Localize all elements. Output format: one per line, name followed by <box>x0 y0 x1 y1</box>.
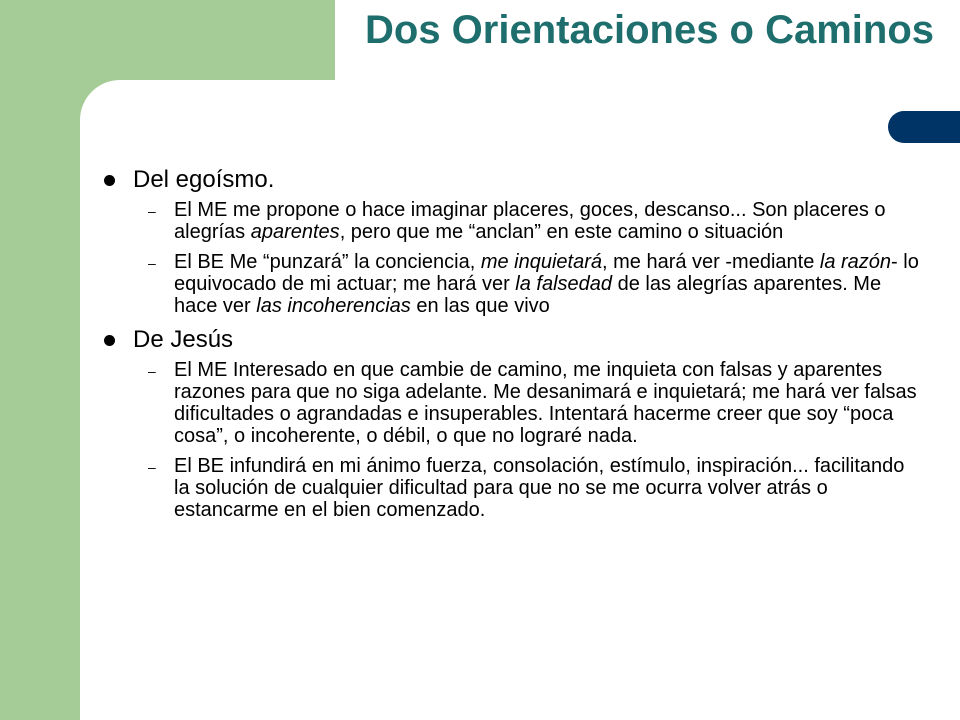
sub-item-text <box>174 251 919 317</box>
sub-item-text <box>174 455 904 521</box>
sub-item-text <box>174 199 886 243</box>
section-heading-text: Del egoísmo. <box>133 166 275 193</box>
emphasis-text: la razón <box>819 251 892 273</box>
text-run: - lo equivocado de mi actuar; me hará ver <box>174 251 919 295</box>
section-heading-text: De Jesús <box>133 326 234 353</box>
emphasis-text: aparentes <box>250 221 340 243</box>
text-run: de las alegrías aparentes. Me hace ver <box>174 273 882 317</box>
emphasis-text: las incoherencias <box>256 295 411 317</box>
emphasis-text: la falsedad <box>515 273 613 295</box>
sub-item-text <box>174 359 917 447</box>
section-heading-egoismo <box>100 165 940 195</box>
text-run: El ME Interesado en que cambie de camino, me inquieta con falsas y aparentes razones para que no siga adelante. Me desanimará e inquietará; me hará ver falsas dificultades o agrandadas e insuperables. Intentará hacerme creer que soy “poca cosa”, o incoherente, o débil, o que no lograré nada. <box>174 359 917 447</box>
dash-icon: – <box>148 459 156 475</box>
sub-item <box>100 199 940 243</box>
dash-icon: – <box>148 363 156 379</box>
bullet-icon <box>104 175 115 186</box>
sub-item <box>100 251 940 317</box>
text-run: en las que vivo <box>410 295 550 317</box>
text-run: El ME me propone o hace imaginar placeres, goces, descanso... Son placeres o alegrías <box>174 199 886 243</box>
green-left-band <box>0 0 80 720</box>
text-run: El BE Me “punzará” la conciencia, <box>174 251 481 273</box>
section-heading-jesus <box>100 325 940 355</box>
title-underline-bar <box>888 111 960 143</box>
slide-content <box>100 165 940 529</box>
dash-icon: – <box>148 255 156 271</box>
emphasis-text: me inquietará <box>480 251 602 273</box>
text-run: , pero que me “anclan” en este camino o situación <box>339 221 784 243</box>
sub-item <box>100 455 940 521</box>
sub-item <box>100 359 940 447</box>
dash-icon: – <box>148 203 156 219</box>
slide-title: Dos Orientaciones o Caminos <box>365 8 935 52</box>
text-run: El BE infundirá en mi ánimo fuerza, consolación, estímulo, inspiración... facilitando la solución de cualquier dificultad para que no se me ocurra volver atrás o estancarme en el bien comenzado. <box>174 455 905 521</box>
text-run: , me hará ver -mediante <box>602 251 820 273</box>
bullet-icon <box>104 335 115 346</box>
